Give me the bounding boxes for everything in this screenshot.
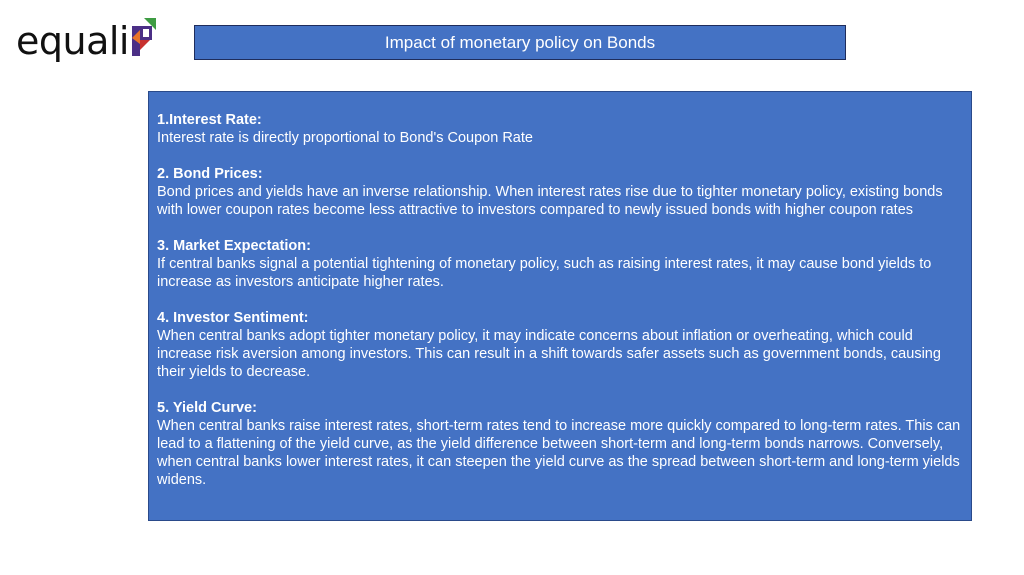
content-panel xyxy=(148,91,972,521)
section-body: Interest rate is directly proportional to Bond's Coupon Rate xyxy=(157,130,533,146)
section-heading: 1.Interest Rate: xyxy=(157,112,262,128)
section-body: When central banks adopt tighter monetary policy, it may indicate concerns about inflation or overheating, which could increase risk aversion among investors. This can result in a shift towards safer assets such as government bonds, causing their yields to decrease. xyxy=(157,328,941,380)
logo-wordmark: equali xyxy=(16,19,129,63)
section-heading: 3. Market Expectation: xyxy=(157,238,311,254)
brand-logo xyxy=(16,14,166,63)
section-body: Bond prices and yields have an inverse relationship. When interest rates rise due to tighter monetary policy, existing bonds with lower coupon rates become less attractive to investors compared to newly issued bonds with higher coupon rates xyxy=(157,184,943,218)
logo-mark-icon xyxy=(130,16,158,58)
section-heading: 2. Bond Prices: xyxy=(157,166,263,182)
section-yield-curve xyxy=(157,399,963,489)
section-market-expectation xyxy=(157,237,963,291)
section-bond-prices xyxy=(157,165,963,219)
page-title xyxy=(194,25,846,60)
section-body: If central banks signal a potential tightening of monetary policy, such as raising interest rates, it may cause bond yields to increase as investors anticipate higher rates. xyxy=(157,256,932,290)
section-heading: 4. Investor Sentiment: xyxy=(157,310,309,326)
section-heading: 5. Yield Curve: xyxy=(157,400,257,416)
section-body: When central banks raise interest rates, short-term rates tend to increase more quickly compared to long-term rates. This can lead to a flattening of the yield curve, as the yield difference between short-term and long-term bonds narrows. Conversely, when central banks lower interest rates, it can steepen the yield curve as the spread between short-term and long-term yields widens. xyxy=(157,418,961,488)
section-investor-sentiment xyxy=(157,309,963,381)
page-title-text: Impact of monetary policy on Bonds xyxy=(384,32,656,52)
section-interest-rate xyxy=(157,111,963,147)
